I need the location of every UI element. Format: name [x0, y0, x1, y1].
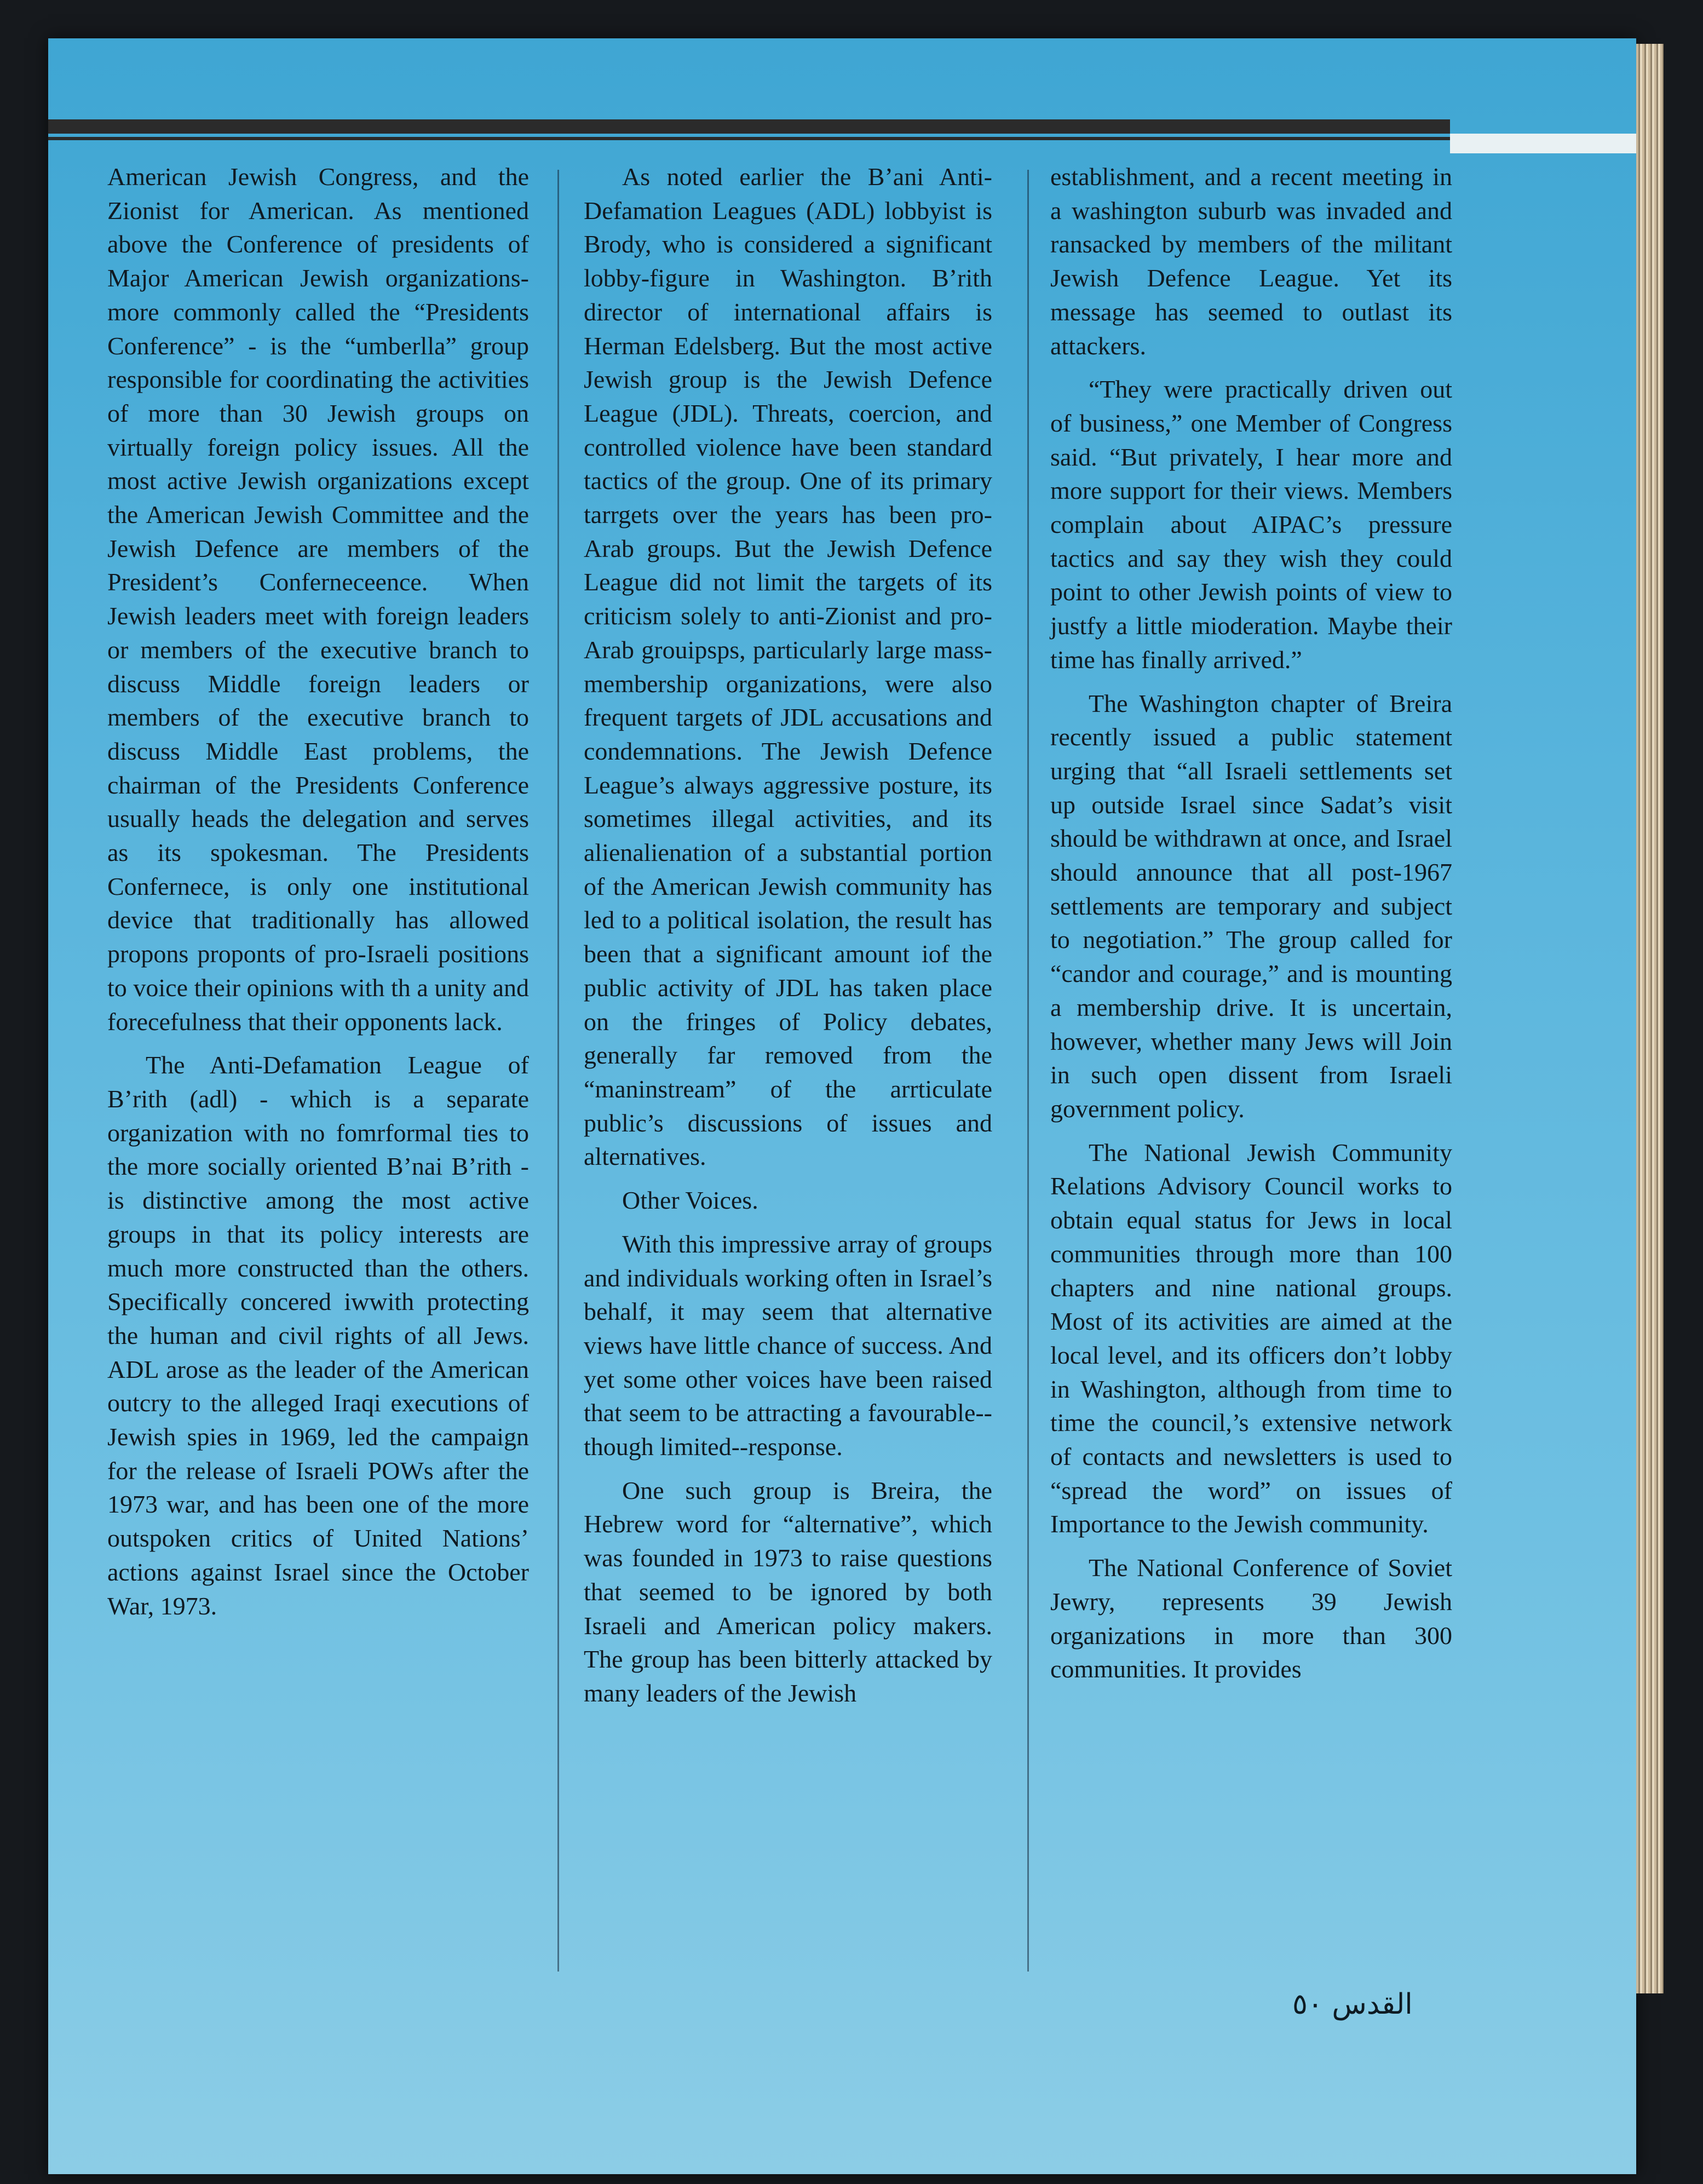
column-divider: [1027, 170, 1029, 1972]
text-column-3: [1050, 160, 1452, 1696]
paragraph: establishment, and a recent meeting in a washington suburb was invaded and ransacked by members of the militant Jewish Defence League. Yet its message has seemed to outlast its attackers.: [1050, 163, 1452, 360]
paragraph: “They were practically driven out of business,” one Member of Congress said. “But privately, I hear more and more support for their views. Members complain about AIPAC’s pressure tactics and say they wish they could point to other Jewish points of view to justfy a little mioderation. Maybe their time has finally arrived.”: [1050, 375, 1452, 674]
header-rule-thick: [48, 119, 1450, 134]
paragraph: With this impressive array of groups and individuals working often in Israel’s behalf, it may seem that alternative views have little chance of success. And yet some other voices have been raised that seem to be attracting a favourable--though limited--response.: [584, 1229, 992, 1461]
text-column-1: [107, 160, 529, 1633]
paragraph: The National Conference of Soviet Jewry, represents 39 Jewish organizations in more than 300 communities. It provides: [1050, 1554, 1452, 1683]
section-heading: Other Voices.: [622, 1186, 758, 1215]
paragraph: American Jewish Congress, and the Zionist for American. As mentioned above the Conference of presidents of Major American Jewish organizations-more commonly called the “Presidents Conference” - is the “umberlla” group responsible for coordinating the activities of more than 30 Jewish groups on virtually foreign policy issues. All the most active Jewish organizations except the American Jewish Committee and the Jewish Defence are members of the President’s Conferneceence. When Jewish leaders meet with foreign leaders or members of the executive branch to discuss Middle foreign leaders or members of the executive branch to discuss Middle East problems, the chairman of the Presidents Conference usually heads the delegation and serves as its spokesman. The Presidents Confernece, is only one institutional device that traditionally has allowed propons proponts of pro-Israeli positions to voice their opinions with th a unity and forecefulness that their opponents lack.: [107, 163, 529, 1036]
page-stack-edge: [1636, 44, 1664, 1993]
paragraph: The Washington chapter of Breira recently issued a public statement urging that “all Israeli settlements set up outside Israel since Sadat’s visit should be withdrawn at once, and Israel should announce that all post-1967 settlements are temporary and subject to negotiation.” The group called for “candor and courage,” and is mounting a membership drive. It is uncertain, however, whether many Jews will Join in such open dissent from Israeli government policy.: [1050, 689, 1452, 1123]
column-divider: [557, 170, 559, 1972]
header-rule-light: [1450, 134, 1636, 153]
header-rule-thin: [48, 137, 1450, 140]
paragraph: As noted earlier the B’ani Anti-Defamation Leagues (ADL) lobbyist is Brody, who is considered a significant lobby-figure in Washington. B’rith director of international affairs is Herman Edelsberg. But the most active Jewish group is the Jewish Defence League (JDL). Threats, coercion, and controlled violence have been standard tactics of the group. One of its primary tarrgets over the years has been pro-Arab groups. But the Jewish Defence League did not limit the targets of its criticism solely to anti-Zionist and pro-Arab grouipsps, particularly large mass-membership organizations, were also frequent targets of JDL accusations and condemnations. The Jewish Defence League’s always aggressive posture, its sometimes illegal activities, and its alienalienation of a substantial portion of the American Jewish community has led to a political isolation, the result has been that a significant amount iof the public activity of JDL has taken place on the fringes of Policy debates, generally far removed from the “maninstream” of the arrticulate public’s discussions of issues and alternatives.: [584, 163, 992, 1171]
paragraph: The National Jewish Community Relations Advisory Council works to obtain equal status for Jews in local communities through more than 100 chapters and nine national groups. Most of its activities are aimed at the local level, and its officers don’t lobby in Washington, although from time to time the council,’s extensive network of contacts and newsletters is used to “spread the word” on issues of Importance to the Jewish community.: [1050, 1138, 1452, 1538]
text-column-2: [584, 160, 992, 1720]
paragraph: One such group is Breira, the Hebrew word for “alternative”, which was founded in 1973 to raise questions that seemed to be ignored by both Israeli and American policy makers. The group has been bitterly attacked by many leaders of the Jewish: [584, 1476, 992, 1707]
page-number-footer: القدس ٥٠: [1292, 1988, 1413, 2021]
paragraph: The Anti-Defamation League of B’rith (adl) - which is a separate organization with no fomrformal ties to the more socially oriented B’nai B’rith - is distinctive among the most active groups in that its policy interests are much more constructed than the others. Specifically concered iwwith protecting the human and civil rights of all Jews. ADL arose as the leader of the American outcry to the alleged Iraqi executions of Jewish spies in 1969, led the campaign for the release of Israeli POWs after the 1973 war, and has been one of the more outspoken critics of United Nations’ actions against Israel since the October War, 1973.: [107, 1051, 529, 1620]
